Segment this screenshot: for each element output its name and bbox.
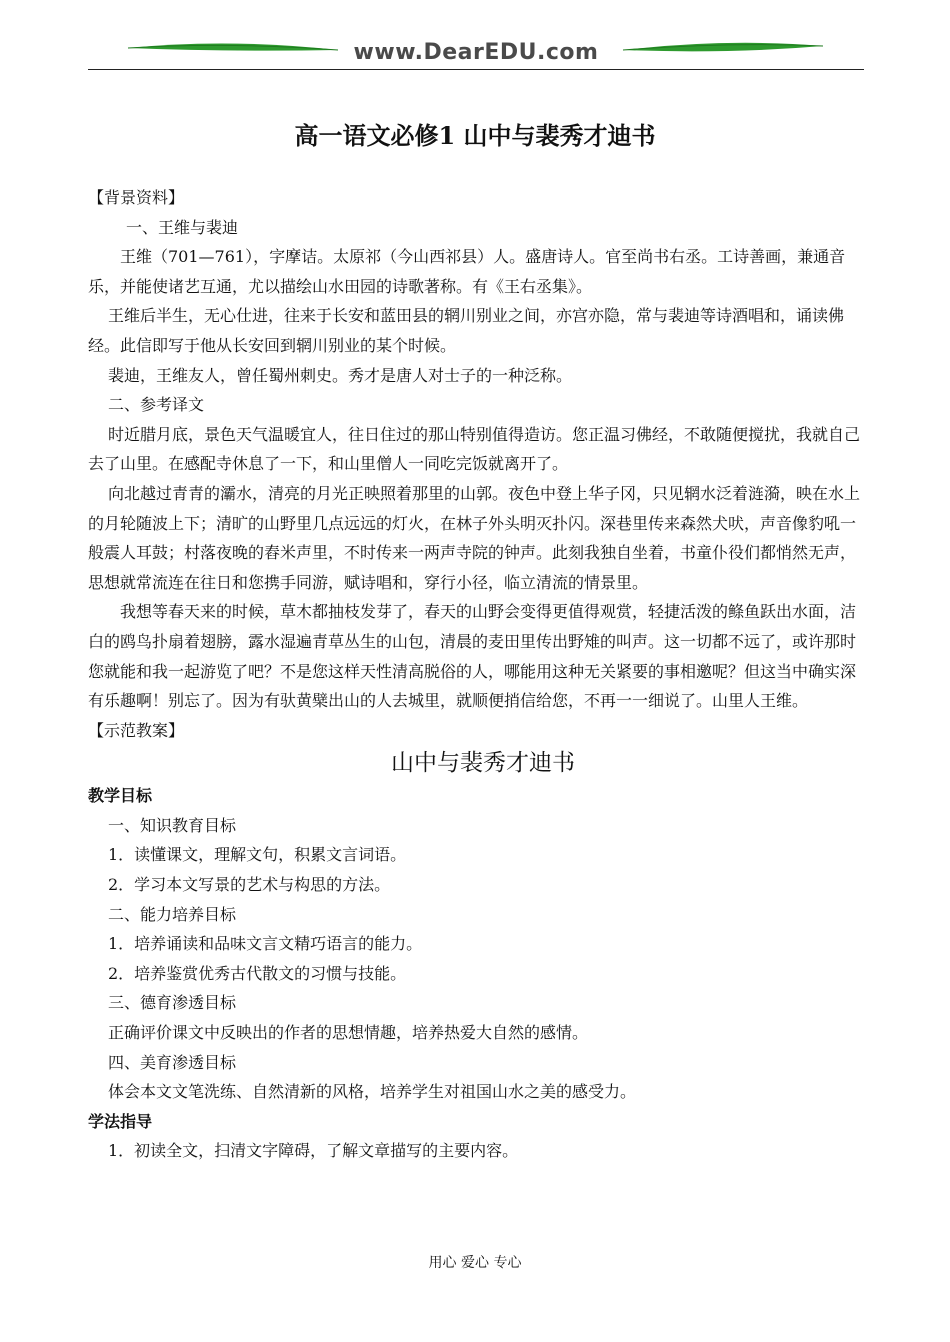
- ability-goal-heading: 二、能力培养目标: [108, 904, 237, 924]
- background-paragraph-2: 王维后半生，无心仕进，往来于长安和蓝田县的辋川别业之间，亦宫亦隐，常与裴迪等诗酒唱和，诵读佛经。此信即写于他从长安回到辋川别业的某个时候。: [88, 306, 845, 355]
- teaching-goals-heading: 教学目标: [88, 786, 153, 806]
- knowledge-goal-item: 1．读懂课文，理解文句，积累文言词语。: [108, 845, 407, 865]
- aesthetic-goal-item: 体会本文文笔洗练、自然清新的风格，培养学生对祖国山水之美的感受力。: [108, 1082, 637, 1102]
- document-title: 高一语文必修1 山中与裴秀才迪书: [294, 121, 656, 150]
- translation-paragraph-2: 向北越过青青的灞水，清亮的月光正映照着那里的山郭。夜色中登上华子冈，只见辋水泛着涟漪，映在水上的月轮随波上下；清旷的山野里几点远远的灯火，在林子外头明灭扑闪。深巷里传来森然犬吠，声音像豹吼一般震人耳鼓；村落夜晚的舂米声里，不时传来一两声寺院的钟声。此刻我独自坐着，书童仆役们都悄然无声，思想就常流连在往日和您携手同游，赋诗唱和，穿行小径，临立清流的情景里。: [88, 483, 861, 592]
- knowledge-goal-heading: 一、知识教育目标: [108, 815, 237, 835]
- translation-paragraph-1: 时近腊月底，景色天气温暖宜人，往日住过的那山特别值得造访。您正温习佛经，不敢随便搅扰，我就自己去了山里。在感配寺休息了一下，和山里僧人一同吃完饭就离开了。: [88, 424, 861, 474]
- section-label-plan: 【示范教案】: [88, 720, 185, 740]
- moral-goal-heading: 三、德育渗透目标: [108, 993, 237, 1013]
- site-header: [88, 30, 864, 70]
- ability-goal-item: 2．培养鉴赏优秀古代散文的习惯与技能。: [108, 963, 407, 983]
- aesthetic-goal-heading: 四、美育渗透目标: [108, 1052, 237, 1072]
- site-logo-text: www.DearEDU.com: [353, 40, 599, 65]
- knowledge-goal-item: 2．学习本文写景的艺术与构思的方法。: [108, 875, 391, 895]
- background-paragraph-1: 王维（701—761），字摩诘。太原祁（今山西祁县）人。盛唐诗人。官至尚书右丞。工诗善画，兼通音乐，并能使诸艺互通，尤以描绘山水田园的诗歌著称。有《王右丞集》。: [88, 247, 846, 296]
- document-body: [88, 183, 868, 1166]
- lesson-subtitle: 山中与裴秀才迪书: [391, 750, 575, 777]
- background-heading-2: 二、参考译文: [108, 395, 205, 415]
- moral-goal-item: 正确评价课文中反映出的作者的思想情趣，培养热爱大自然的感情。: [108, 1023, 589, 1043]
- background-heading-1: 一、王维与裴迪: [126, 217, 239, 237]
- study-method-heading: 学法指导: [88, 1111, 153, 1131]
- study-method-item: 1．初读全文，扫清文字障碍，了解文章描写的主要内容。: [108, 1141, 519, 1161]
- ability-goal-item: 1．培养诵读和品味文言文精巧语言的能力。: [108, 934, 423, 954]
- page-footer: 用心 爱心 专心: [428, 1255, 522, 1271]
- background-paragraph-3: 裴迪，王维友人，曾任蜀州刺史。秀才是唐人对士子的一种泛称。: [108, 365, 573, 385]
- header-divider: [88, 69, 864, 70]
- section-label-background: 【背景资料】: [88, 188, 185, 207]
- translation-paragraph-3: 我想等春天来的时候，草木都抽枝发芽了，春天的山野会变得更值得观赏，轻捷活泼的鲦鱼跃出水面，洁白的鸥鸟扑扇着翅膀，露水湿遍青草丛生的山包，清晨的麦田里传出野雉的叫声。这一切都不远了，或许那时您就能和我一起游览了吧？不是您这样天性清高脱俗的人，哪能用这种无关紧要的事相邀呢？但这当中确实深有乐趣啊！别忘了。因为有驮黄檗出山的人去城里，就顺便捎信给您，不再一一细说了。山里人王维。: [88, 602, 857, 711]
